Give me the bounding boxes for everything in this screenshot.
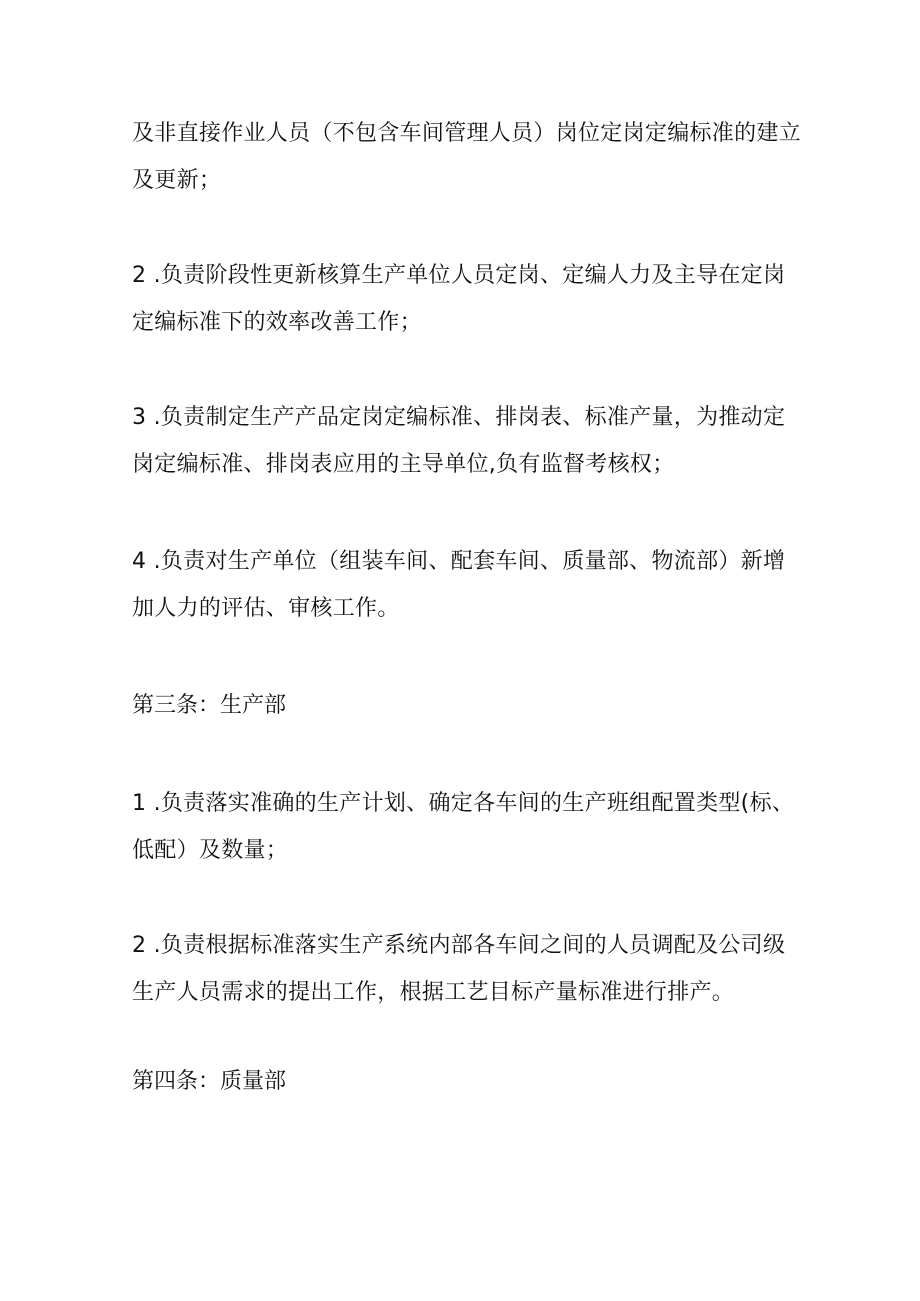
section-heading-quality: 第四条：质量部: [132, 1069, 287, 1094]
paragraph-production-item-2: 2 .负责根据标准落实生产系统内部各车间之间的人员调配及公司级生产人员需求的提出工作，根据工艺目标产量标准进行排产。: [132, 933, 786, 1005]
paragraph-item-3: 3 .负责制定生产产品定岗定编标准、排岗表、标准产量，为推动定岗定编标准、排岗表应用的主导单位,负有监督考核权；: [132, 405, 786, 477]
paragraph-item-2: 2 .负责阶段性更新核算生产单位人员定岗、定编人力及主导在定岗定编标准下的效率改善工作；: [132, 263, 786, 335]
paragraph-production-item-1: 1 .负责落实准确的生产计划、确定各车间的生产班组配置类型(标、低配）及数量；: [132, 791, 795, 863]
paragraph-staffing-standard: 及非直接作业人员（不包含车间管理人员）岗位定岗定编标准的建立及更新；: [132, 121, 802, 193]
paragraph-item-4: 4 .负责对生产单位（组装车间、配套车间、质量部、物流部）新增加人力的评估、审核工作。: [132, 549, 786, 621]
section-heading-production: 第三条：生产部: [132, 693, 287, 718]
